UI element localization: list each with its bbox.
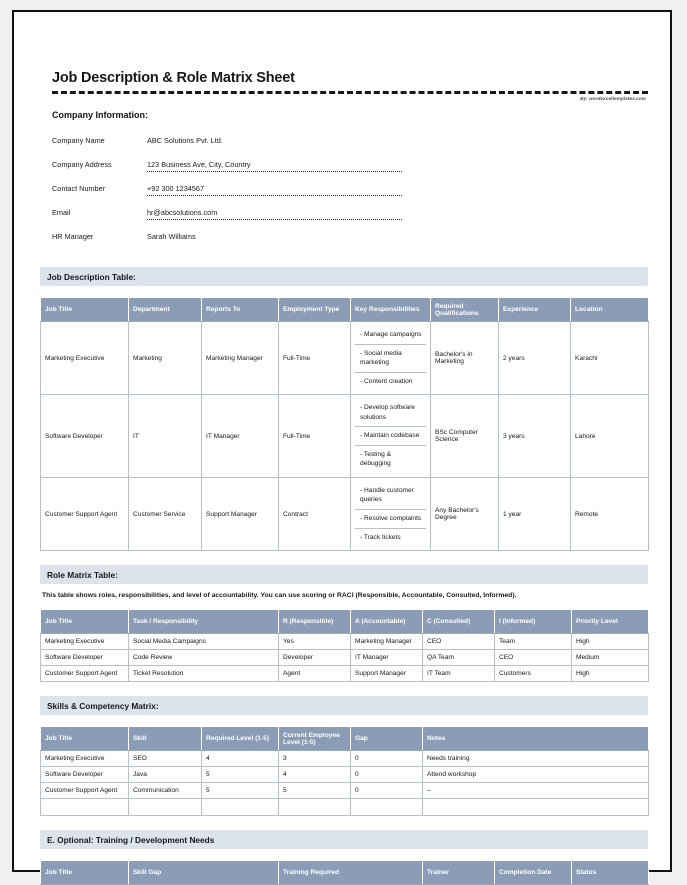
cell-reports-to: IT Manager xyxy=(202,395,279,478)
col-required-level: Required Level (1-5) xyxy=(202,727,279,751)
col-skill: Skill xyxy=(129,727,202,751)
table-row xyxy=(41,477,649,550)
cell-location: Karachi xyxy=(571,322,649,395)
col-accountable: A (Accountable) xyxy=(351,610,423,634)
cell-skill: SEO xyxy=(129,751,202,767)
company-info-value[interactable]: hr@abcsolutions.com xyxy=(147,208,218,217)
cell-job-title: Customer Support Agent xyxy=(41,477,129,550)
skills-competency-matrix-table xyxy=(40,726,649,816)
cell-consulted: QA Team xyxy=(423,650,495,666)
col-training-required: Training Required xyxy=(279,861,423,885)
cell-required-qualifications: Any Bachelor's Degree xyxy=(431,477,499,550)
watermark-text: By: wordexceltemplates.com xyxy=(580,96,646,101)
field-rule xyxy=(147,243,402,244)
col-status: Status xyxy=(572,861,649,885)
company-info-value[interactable]: Sarah Williams xyxy=(147,232,196,241)
company-info-row xyxy=(52,229,648,253)
cell-skill: Java xyxy=(129,767,202,783)
cell-reports-to: Support Manager xyxy=(202,477,279,550)
cell-consulted: CEO xyxy=(423,634,495,650)
table-header-row xyxy=(41,861,649,885)
cell-required-level: 5 xyxy=(202,783,279,799)
table-row xyxy=(41,322,649,395)
col-informed: I (Informed) xyxy=(495,610,572,634)
company-info-label: Company Address xyxy=(52,160,112,169)
col-employment-type: Employment Type xyxy=(279,298,351,322)
cell-priority: High xyxy=(572,666,649,682)
cell-empty[interactable] xyxy=(202,799,279,816)
cell-job-title: Marketing Executive xyxy=(41,751,129,767)
cell-required-level: 4 xyxy=(202,751,279,767)
responsibility-item: - Track tickets xyxy=(360,533,401,541)
cell-current-level: 3 xyxy=(279,751,351,767)
responsibility-item: - Social media marketing xyxy=(355,345,426,373)
cell-informed: Customers xyxy=(495,666,572,682)
table-header-row xyxy=(41,727,649,751)
company-info-value[interactable]: 123 Business Ave, City, Country xyxy=(147,160,251,169)
col-current-employee-level: Current Employee Level (1-5) xyxy=(279,727,351,751)
cell-job-title: Software Developer xyxy=(41,650,129,666)
col-job-title: Job Title xyxy=(41,861,129,885)
cell-notes: – xyxy=(423,783,649,799)
section-band-job-description xyxy=(40,267,648,286)
company-info-value[interactable]: +92 300 1234567 xyxy=(147,184,205,193)
cell-responsible: Agent xyxy=(279,666,351,682)
table-row xyxy=(41,783,649,799)
cell-reports-to: Marketing Manager xyxy=(202,322,279,395)
company-info-row xyxy=(52,181,648,205)
cell-notes: Needs training xyxy=(423,751,649,767)
cell-skill: Communication xyxy=(129,783,202,799)
section-band-role-matrix xyxy=(40,565,648,584)
cell-priority: Medium xyxy=(572,650,649,666)
cell-job-title: Software Developer xyxy=(41,767,129,783)
cell-required-qualifications: BSc Computer Science xyxy=(431,395,499,478)
col-skill-gap: Skill Gap xyxy=(129,861,279,885)
section-band-training-needs xyxy=(40,830,648,849)
company-info-label: Company Name xyxy=(52,136,105,145)
cell-department: Customer Service xyxy=(129,477,202,550)
document-page xyxy=(12,10,672,877)
col-trainer: Trainer xyxy=(423,861,495,885)
company-info-label: HR Manager xyxy=(52,232,94,241)
cell-responsible: Developer xyxy=(279,650,351,666)
cell-empty[interactable] xyxy=(41,799,129,816)
cell-experience: 3 years xyxy=(499,395,571,478)
field-rule xyxy=(147,147,402,148)
section-title: Job Description Table: xyxy=(47,271,136,282)
cell-employment-type: Full-Time xyxy=(279,322,351,395)
col-consulted: C (Consulted) xyxy=(423,610,495,634)
col-job-title: Job Title xyxy=(41,727,129,751)
company-information-heading: Company Information: xyxy=(52,110,148,120)
field-rule xyxy=(147,219,402,220)
company-info-label: Email xyxy=(52,208,71,217)
page-title: Job Description & Role Matrix Sheet xyxy=(52,70,295,86)
cell-job-title: Customer Support Agent xyxy=(41,666,129,682)
responsibility-item: - Develop software solutions xyxy=(355,399,426,427)
table-header-row xyxy=(41,610,649,634)
section-band-skills-matrix xyxy=(40,696,648,715)
table-row xyxy=(41,634,649,650)
responsibility-item: - Manage campaigns xyxy=(355,326,426,345)
cell-empty[interactable] xyxy=(351,799,423,816)
cell-task: Code Review xyxy=(129,650,279,666)
table-row-empty xyxy=(41,799,649,816)
cell-priority: High xyxy=(572,634,649,650)
cell-gap: 0 xyxy=(351,767,423,783)
cell-accountable: Support Manager xyxy=(351,666,423,682)
company-info-value[interactable]: ABC Solutions Pvt. Ltd. xyxy=(147,136,223,145)
training-development-needs-table xyxy=(40,860,649,885)
page-content xyxy=(40,70,648,885)
cell-empty[interactable] xyxy=(279,799,351,816)
cell-required-qualifications: Bachelor's in Marketing xyxy=(431,322,499,395)
table-row xyxy=(41,666,649,682)
company-info-label: Contact Number xyxy=(52,184,106,193)
col-task-responsibility: Task / Responsibility xyxy=(129,610,279,634)
col-responsible: R (Responsible) xyxy=(279,610,351,634)
cell-key-responsibilities xyxy=(351,322,431,395)
cell-current-level: 5 xyxy=(279,783,351,799)
role-matrix-table xyxy=(40,609,649,682)
cell-task: Social Media Campaigns xyxy=(129,634,279,650)
table-header-row xyxy=(41,298,649,322)
responsibility-item: - Testing & debugging xyxy=(360,450,392,468)
cell-required-level: 5 xyxy=(202,767,279,783)
cell-responsible: Yes xyxy=(279,634,351,650)
field-rule xyxy=(147,171,402,172)
responsibility-item: - Content creation xyxy=(360,377,413,385)
cell-key-responsibilities xyxy=(351,395,431,478)
col-required-qualifications: Required Qualifications xyxy=(431,298,499,322)
responsibility-item: - Maintain codebase xyxy=(355,427,426,446)
section-title: Role Matrix Table: xyxy=(47,569,118,580)
col-key-responsibilities: Key Responsibilities xyxy=(351,298,431,322)
cell-job-title: Customer Support Agent xyxy=(41,783,129,799)
cell-informed: CEO xyxy=(495,650,572,666)
col-location: Location xyxy=(571,298,649,322)
col-priority-level: Priority Level xyxy=(572,610,649,634)
title-divider xyxy=(52,91,648,94)
job-description-table xyxy=(40,297,649,551)
col-gap: Gap xyxy=(351,727,423,751)
cell-empty[interactable] xyxy=(129,799,202,816)
cell-experience: 2 years xyxy=(499,322,571,395)
cell-job-title: Software Developer xyxy=(41,395,129,478)
table-row xyxy=(41,751,649,767)
col-reports-to: Reports To xyxy=(202,298,279,322)
section-title: Skills & Competency Matrix: xyxy=(47,700,159,711)
field-rule xyxy=(147,195,402,196)
cell-accountable: IT Manager xyxy=(351,650,423,666)
cell-empty[interactable] xyxy=(423,799,649,816)
cell-key-responsibilities xyxy=(351,477,431,550)
col-experience: Experience xyxy=(499,298,571,322)
cell-experience: 1 year xyxy=(499,477,571,550)
cell-gap: 0 xyxy=(351,783,423,799)
col-completion-date: Completion Date xyxy=(495,861,572,885)
cell-department: Marketing xyxy=(129,322,202,395)
cell-employment-type: Full-Time xyxy=(279,395,351,478)
cell-department: IT xyxy=(129,395,202,478)
col-job-title: Job Title xyxy=(41,298,129,322)
company-information-list xyxy=(40,133,648,253)
cell-location: Remote xyxy=(571,477,649,550)
table-row xyxy=(41,767,649,783)
company-info-row xyxy=(52,157,648,181)
section-title: E. Optional: Training / Development Needs xyxy=(47,834,215,845)
role-matrix-note: This table shows roles, responsibilities, and level of accountability. You can use scoring or RACI (Responsible, Accountable, Consulted, Informed). xyxy=(42,592,517,600)
col-notes: Notes xyxy=(423,727,649,751)
cell-informed: Team xyxy=(495,634,572,650)
cell-notes: Attend workshop xyxy=(423,767,649,783)
cell-gap: 0 xyxy=(351,751,423,767)
cell-location: Lahore xyxy=(571,395,649,478)
table-row xyxy=(41,650,649,666)
cell-job-title: Marketing Executive xyxy=(41,634,129,650)
col-department: Department xyxy=(129,298,202,322)
col-job-title: Job Title xyxy=(41,610,129,634)
responsibility-item: - Handle customer queries xyxy=(355,482,426,510)
table-row xyxy=(41,395,649,478)
responsibility-item: - Resolve complaints xyxy=(355,510,426,529)
cell-employment-type: Contract xyxy=(279,477,351,550)
cell-accountable: Marketing Manager xyxy=(351,634,423,650)
cell-current-level: 4 xyxy=(279,767,351,783)
cell-consulted: IT Team xyxy=(423,666,495,682)
company-info-row xyxy=(52,205,648,229)
cell-task: Ticket Resolution xyxy=(129,666,279,682)
cell-job-title: Marketing Executive xyxy=(41,322,129,395)
company-info-row xyxy=(52,133,648,157)
